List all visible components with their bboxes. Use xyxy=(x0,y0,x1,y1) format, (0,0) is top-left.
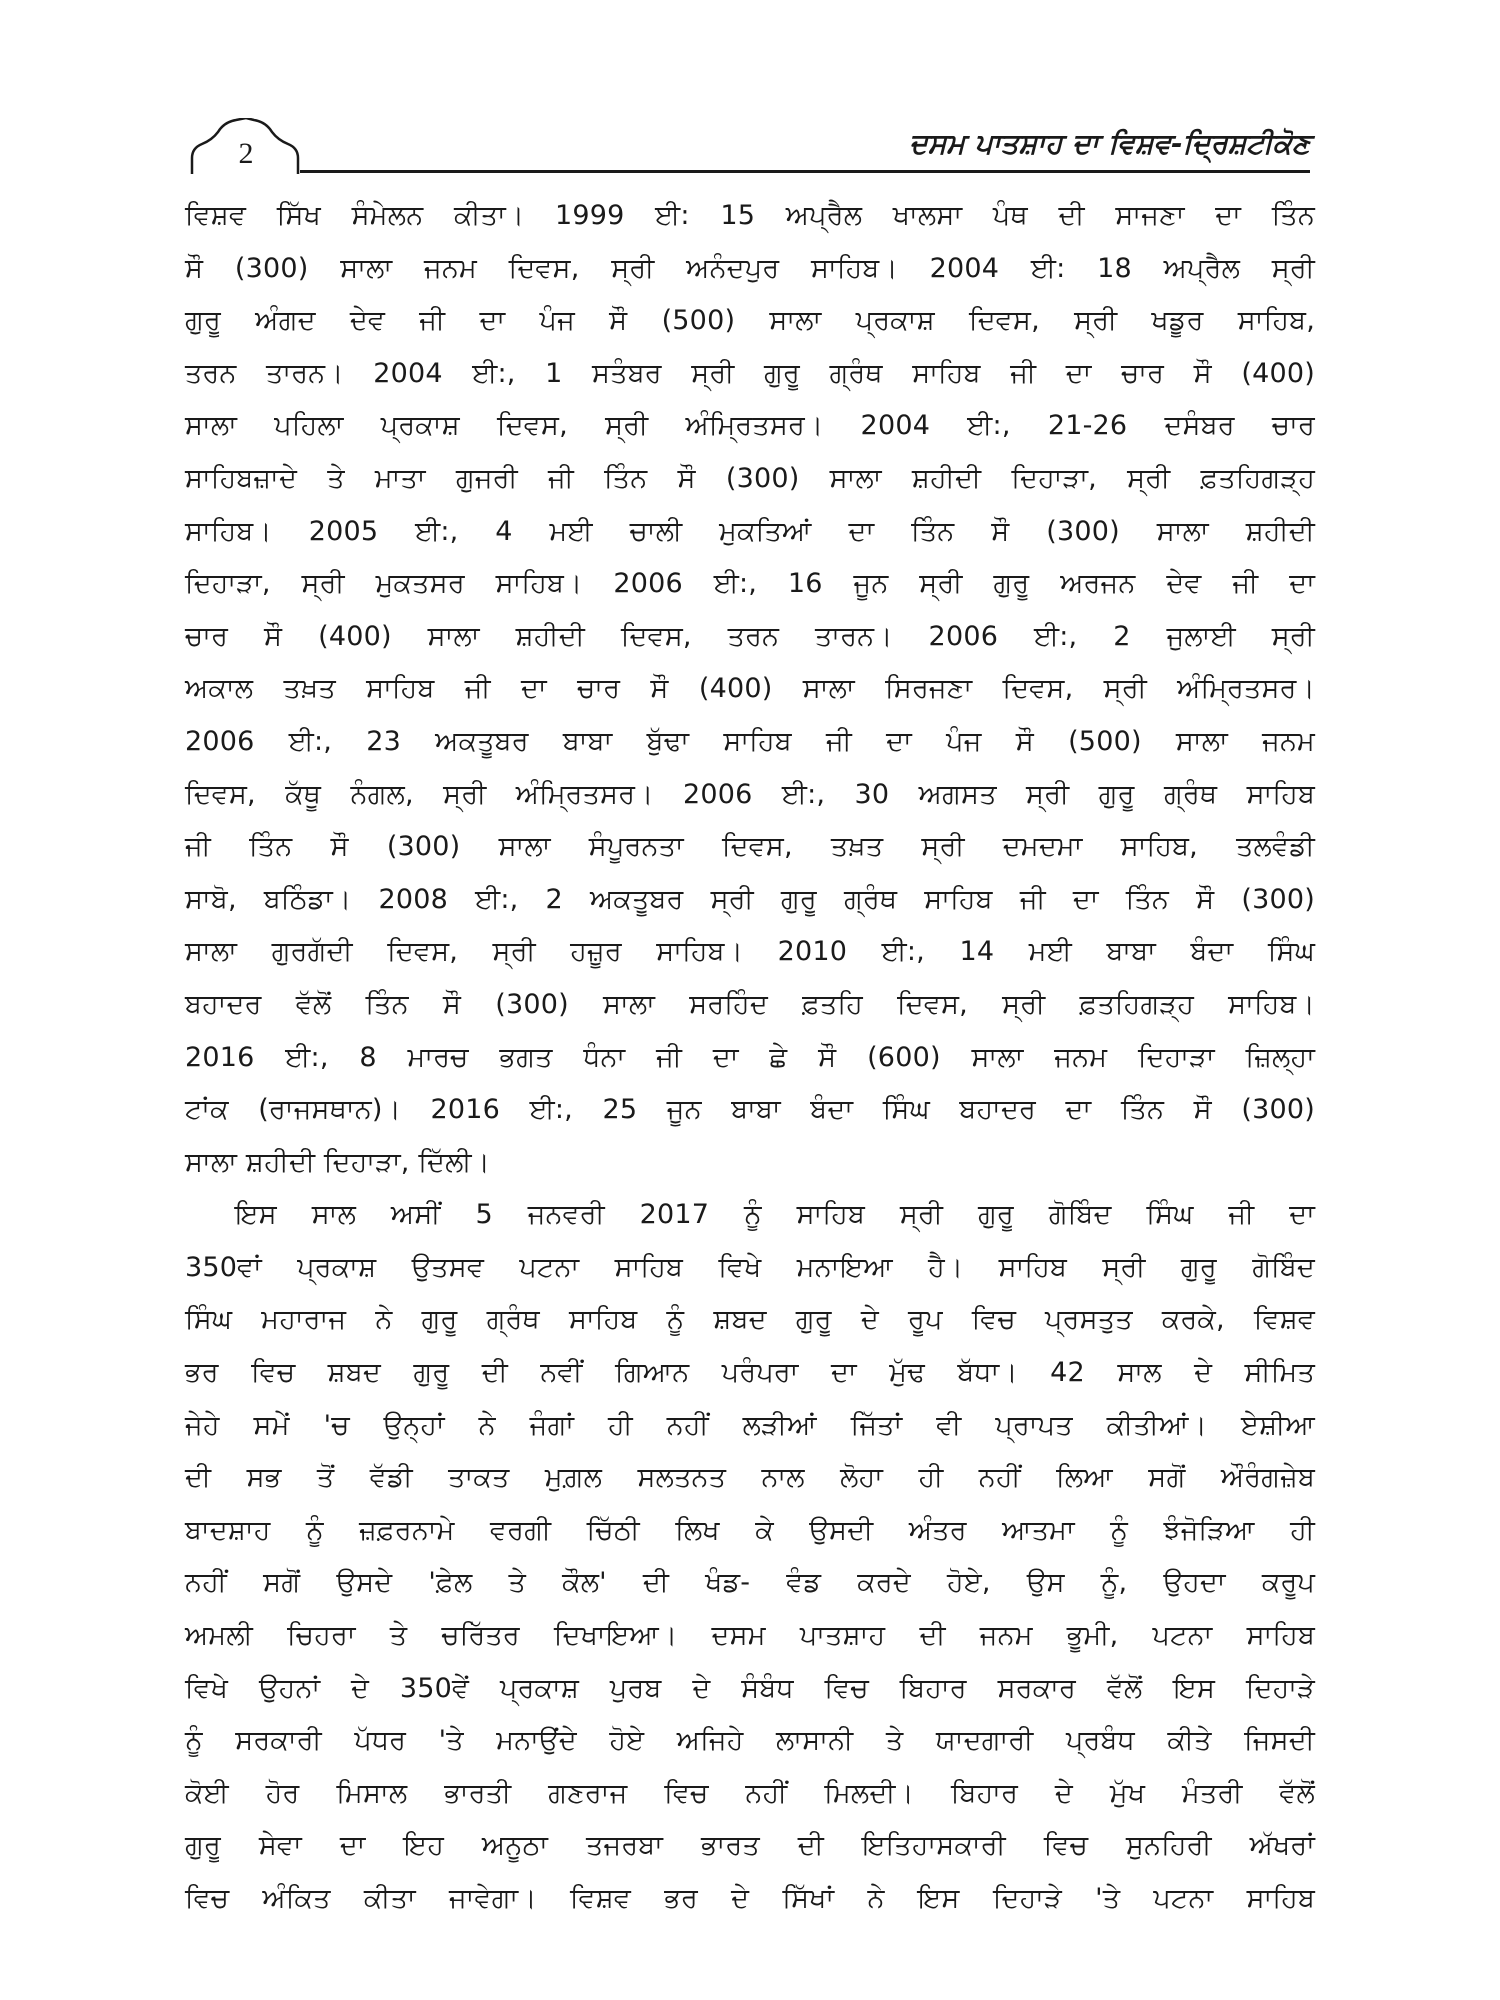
text-line: ਸਾਲਾ ਗੁਰਗੱਦੀ ਦਿਵਸ, ਸ੍ਰੀ ਹਜ਼ੂਰ ਸਾਹਿਬ। 2010 ਈ:, 14 ਮਈ ਬਾਬਾ ਬੰਦਾ ਸਿੰਘ xyxy=(185,936,1315,968)
text-line: ਸਾਬੋ, ਬਠਿੰਡਾ। 2008 ਈ:, 2 ਅਕਤੂਬਰ ਸ੍ਰੀ ਗੁਰੂ ਗ੍ਰੰਥ ਸਾਹਿਬ ਜੀ ਦਾ ਤਿੰਨ ਸੌ (300) xyxy=(185,883,1315,915)
text-line: 2016 ਈ:, 8 ਮਾਰਚ ਭਗਤ ਧੰਨਾ ਜੀ ਦਾ ਛੇ ਸੌ (600) ਸਾਲਾ ਜਨਮ ਦਿਹਾੜਾ ਜ਼ਿਲ੍ਹਾ xyxy=(185,1041,1315,1073)
text-line: ਸਾਹਿਬ। 2005 ਈ:, 4 ਮਈ ਚਾਲੀ ਮੁਕਤਿਆਂ ਦਾ ਤਿੰਨ ਸੌ (300) ਸਾਲਾ ਸ਼ਹੀਦੀ xyxy=(185,515,1315,547)
text-line: ਕੋਈ ਹੋਰ ਮਿਸਾਲ ਭਾਰਤੀ ਗਣਰਾਜ ਵਿਚ ਨਹੀਂ ਮਿਲਦੀ। ਬਿਹਾਰ ਦੇ ਮੁੱਖ ਮੰਤਰੀ ਵੱਲੋਂ xyxy=(185,1777,1315,1809)
text-line: ਸਾਹਿਬਜ਼ਾਦੇ ਤੇ ਮਾਤਾ ਗੁਜਰੀ ਜੀ ਤਿੰਨ ਸੌ (300) ਸਾਲਾ ਸ਼ਹੀਦੀ ਦਿਹਾੜਾ, ਸ੍ਰੀ ਫ਼ਤਹਿਗੜ੍ਹ xyxy=(185,462,1315,494)
page-header xyxy=(190,118,1310,188)
text-line: ਦੀ ਸਭ ਤੋਂ ਵੱਡੀ ਤਾਕਤ ਮੁਗ਼ਲ ਸਲਤਨਤ ਨਾਲ ਲੋਹਾ ਹੀ ਨਹੀਂ ਲਿਆ ਸਗੋਂ ਔਰੰਗਜ਼ੇਬ xyxy=(185,1462,1315,1494)
page-number: 2 xyxy=(238,137,254,170)
text-line: ਚਾਰ ਸੌ (400) ਸਾਲਾ ਸ਼ਹੀਦੀ ਦਿਵਸ, ਤਰਨ ਤਾਰਨ। 2006 ਈ:, 2 ਜੁਲਾਈ ਸ੍ਰੀ xyxy=(185,620,1315,652)
paragraph-2 xyxy=(185,1189,1315,1925)
page-body xyxy=(185,190,1315,1926)
text-line: ਅਮਲੀ ਚਿਹਰਾ ਤੇ ਚਰਿੱਤਰ ਦਿਖਾਇਆ। ਦਸਮ ਪਾਤਸ਼ਾਹ ਦੀ ਜਨਮ ਭੂਮੀ, ਪਟਨਾ ਸਾਹਿਬ xyxy=(185,1620,1315,1652)
text-line: ਗੁਰੂ ਅੰਗਦ ਦੇਵ ਜੀ ਦਾ ਪੰਜ ਸੌ (500) ਸਾਲਾ ਪ੍ਰਕਾਸ਼ ਦਿਵਸ, ਸ੍ਰੀ ਖਡੂਰ ਸਾਹਿਬ, xyxy=(185,305,1315,337)
text-line: ਇਸ ਸਾਲ ਅਸੀਂ 5 ਜਨਵਰੀ 2017 ਨੂੰ ਸਾਹਿਬ ਸ੍ਰੀ ਗੁਰੂ ਗੋਬਿੰਦ ਸਿੰਘ ਜੀ ਦਾ xyxy=(235,1199,1315,1231)
text-line: ਟਾਂਕ (ਰਾਜਸਥਾਨ)। 2016 ਈ:, 25 ਜੂਨ ਬਾਬਾ ਬੰਦਾ ਸਿੰਘ ਬਹਾਦਰ ਦਾ ਤਿੰਨ ਸੌ (300) xyxy=(185,1094,1315,1126)
text-line: ਵਿਖੇ ਉਹਨਾਂ ਦੇ 350ਵੇਂ ਪ੍ਰਕਾਸ਼ ਪੁਰਬ ਦੇ ਸੰਬੰਧ ਵਿਚ ਬਿਹਾਰ ਸਰਕਾਰ ਵੱਲੋਂ ਇਸ ਦਿਹਾੜੇ xyxy=(185,1672,1315,1704)
text-line: ਵਿਚ ਅੰਕਿਤ ਕੀਤਾ ਜਾਵੇਗਾ। ਵਿਸ਼ਵ ਭਰ ਦੇ ਸਿੱਖਾਂ ਨੇ ਇਸ ਦਿਹਾੜੇ 'ਤੇ ਪਟਨਾ ਸਾਹਿਬ xyxy=(185,1883,1315,1914)
running-title: ਦਸਮ ਪਾਤਸ਼ਾਹ ਦਾ ਵਿਸ਼ਵ-ਦ੍ਰਿਸ਼ਟੀਕੋਣ xyxy=(909,127,1310,160)
text-line: 2006 ਈ:, 23 ਅਕਤੂਬਰ ਬਾਬਾ ਬੁੱਢਾ ਸਾਹਿਬ ਜੀ ਦਾ ਪੰਜ ਸੌ (500) ਸਾਲਾ ਜਨਮ xyxy=(185,725,1315,757)
text-line: ਜੀ ਤਿੰਨ ਸੌ (300) ਸਾਲਾ ਸੰਪੂਰਨਤਾ ਦਿਵਸ, ਤਖ਼ਤ ਸ੍ਰੀ ਦਮਦਮਾ ਸਾਹਿਬ, ਤਲਵੰਡੀ xyxy=(185,831,1315,863)
text-line: ਬਾਦਸ਼ਾਹ ਨੂੰ ਜ਼ਫ਼ਰਨਾਮੇ ਵਰਗੀ ਚਿੱਠੀ ਲਿਖ ਕੇ ਉਸਦੀ ਅੰਤਰ ਆਤਮਾ ਨੂੰ ਝੰਜੋੜਿਆ ਹੀ xyxy=(185,1514,1315,1546)
text-line: ਬਹਾਦਰ ਵੱਲੋਂ ਤਿੰਨ ਸੌ (300) ਸਾਲਾ ਸਰਹਿੰਦ ਫ਼ਤਹਿ ਦਿਵਸ, ਸ੍ਰੀ ਫ਼ਤਹਿਗੜ੍ਹ ਸਾਹਿਬ। xyxy=(185,988,1315,1020)
text-line: ਵਿਸ਼ਵ ਸਿੱਖ ਸੰਮੇਲਨ ਕੀਤਾ। 1999 ਈ: 15 ਅਪ੍ਰੈਲ ਖਾਲਸਾ ਪੰਥ ਦੀ ਸਾਜਣਾ ਦਾ ਤਿੰਨ xyxy=(185,200,1315,231)
text-line: ਸੌ (300) ਸਾਲਾ ਜਨਮ ਦਿਵਸ, ਸ੍ਰੀ ਅਨੰਦਪੁਰ ਸਾਹਿਬ। 2004 ਈ: 18 ਅਪ੍ਰੈਲ ਸ੍ਰੀ xyxy=(185,252,1315,284)
text-line: ਸਾਲਾ ਸ਼ਹੀਦੀ ਦਿਹਾੜਾ, ਦਿੱਲੀ। xyxy=(185,1146,491,1178)
text-line: ਤਰਨ ਤਾਰਨ। 2004 ਈ:, 1 ਸਤੰਬਰ ਸ੍ਰੀ ਗੁਰੂ ਗ੍ਰੰਥ ਸਾਹਿਬ ਜੀ ਦਾ ਚਾਰ ਸੌ (400) xyxy=(185,357,1315,389)
text-line: ਸਾਲਾ ਪਹਿਲਾ ਪ੍ਰਕਾਸ਼ ਦਿਵਸ, ਸ੍ਰੀ ਅੰਮ੍ਰਿਤਸਰ। 2004 ਈ:, 21-26 ਦਸੰਬਰ ਚਾਰ xyxy=(185,410,1315,442)
text-line: ਦਿਵਸ, ਕੱਥੂ ਨੰਗਲ, ਸ੍ਰੀ ਅੰਮ੍ਰਿਤਸਰ। 2006 ਈ:, 30 ਅਗਸਤ ਸ੍ਰੀ ਗੁਰੂ ਗ੍ਰੰਥ ਸਾਹਿਬ xyxy=(185,778,1315,810)
text-line: ਦਿਹਾੜਾ, ਸ੍ਰੀ ਮੁਕਤਸਰ ਸਾਹਿਬ। 2006 ਈ:, 16 ਜੂਨ ਸ੍ਰੀ ਗੁਰੂ ਅਰਜਨ ਦੇਵ ਜੀ ਦਾ xyxy=(185,568,1315,600)
text-line: ਨਹੀਂ ਸਗੋਂ ਉਸਦੇ 'ਫ਼ੇਲ ਤੇ ਕੌਲ' ਦੀ ਖੰਡ- ਵੰਡ ਕਰਦੇ ਹੋਏ, ਉਸ ਨੂੰ, ਉਹਦਾ ਕਰੂਪ xyxy=(185,1567,1315,1599)
text-line: ਗੁਰੂ ਸੇਵਾ ਦਾ ਇਹ ਅਨੂਠਾ ਤਜਰਬਾ ਭਾਰਤ ਦੀ ਇਤਿਹਾਸਕਾਰੀ ਵਿਚ ਸੁਨਹਿਰੀ ਅੱਖਰਾਂ xyxy=(185,1830,1315,1862)
text-line: ਜੇਹੇ ਸਮੇਂ 'ਚ ਉਨ੍ਹਾਂ ਨੇ ਜੰਗਾਂ ਹੀ ਨਹੀਂ ਲੜੀਆਂ ਜਿੱਤਾਂ ਵੀ ਪ੍ਰਾਪਤ ਕੀਤੀਆਂ। ਏਸ਼ੀਆ xyxy=(185,1409,1315,1441)
paragraph-1 xyxy=(185,190,1315,1189)
text-line: ਨੂੰ ਸਰਕਾਰੀ ਪੱਧਰ 'ਤੇ ਮਨਾਉਂਦੇ ਹੋਏ ਅਜਿਹੇ ਲਾਸਾਨੀ ਤੇ ਯਾਦਗਾਰੀ ਪ੍ਰਬੰਧ ਕੀਤੇ ਜਿਸਦੀ xyxy=(185,1725,1315,1757)
text-line: ਅਕਾਲ ਤਖ਼ਤ ਸਾਹਿਬ ਜੀ ਦਾ ਚਾਰ ਸੌ (400) ਸਾਲਾ ਸਿਰਜਣਾ ਦਿਵਸ, ਸ੍ਰੀ ਅੰਮ੍ਰਿਤਸਰ। xyxy=(185,673,1315,705)
text-line: 350ਵਾਂ ਪ੍ਰਕਾਸ਼ ਉਤਸਵ ਪਟਨਾ ਸਾਹਿਬ ਵਿਖੇ ਮਨਾਇਆ ਹੈ। ਸਾਹਿਬ ਸ੍ਰੀ ਗੁਰੂ ਗੋਬਿੰਦ xyxy=(185,1251,1315,1283)
header-rule xyxy=(300,170,1310,173)
text-line: ਸਿੰਘ ਮਹਾਰਾਜ ਨੇ ਗੁਰੂ ਗ੍ਰੰਥ ਸਾਹਿਬ ਨੂੰ ਸ਼ਬਦ ਗੁਰੂ ਦੇ ਰੂਪ ਵਿਚ ਪ੍ਰਸਤੁਤ ਕਰਕੇ, ਵਿਸ਼ਵ xyxy=(185,1304,1315,1336)
text-line: ਭਰ ਵਿਚ ਸ਼ਬਦ ਗੁਰੂ ਦੀ ਨਵੀਂ ਗਿਆਨ ਪਰੰਪਰਾ ਦਾ ਮੁੱਢ ਬੱਧਾ। 42 ਸਾਲ ਦੇ ਸੀਮਿਤ xyxy=(185,1357,1315,1389)
